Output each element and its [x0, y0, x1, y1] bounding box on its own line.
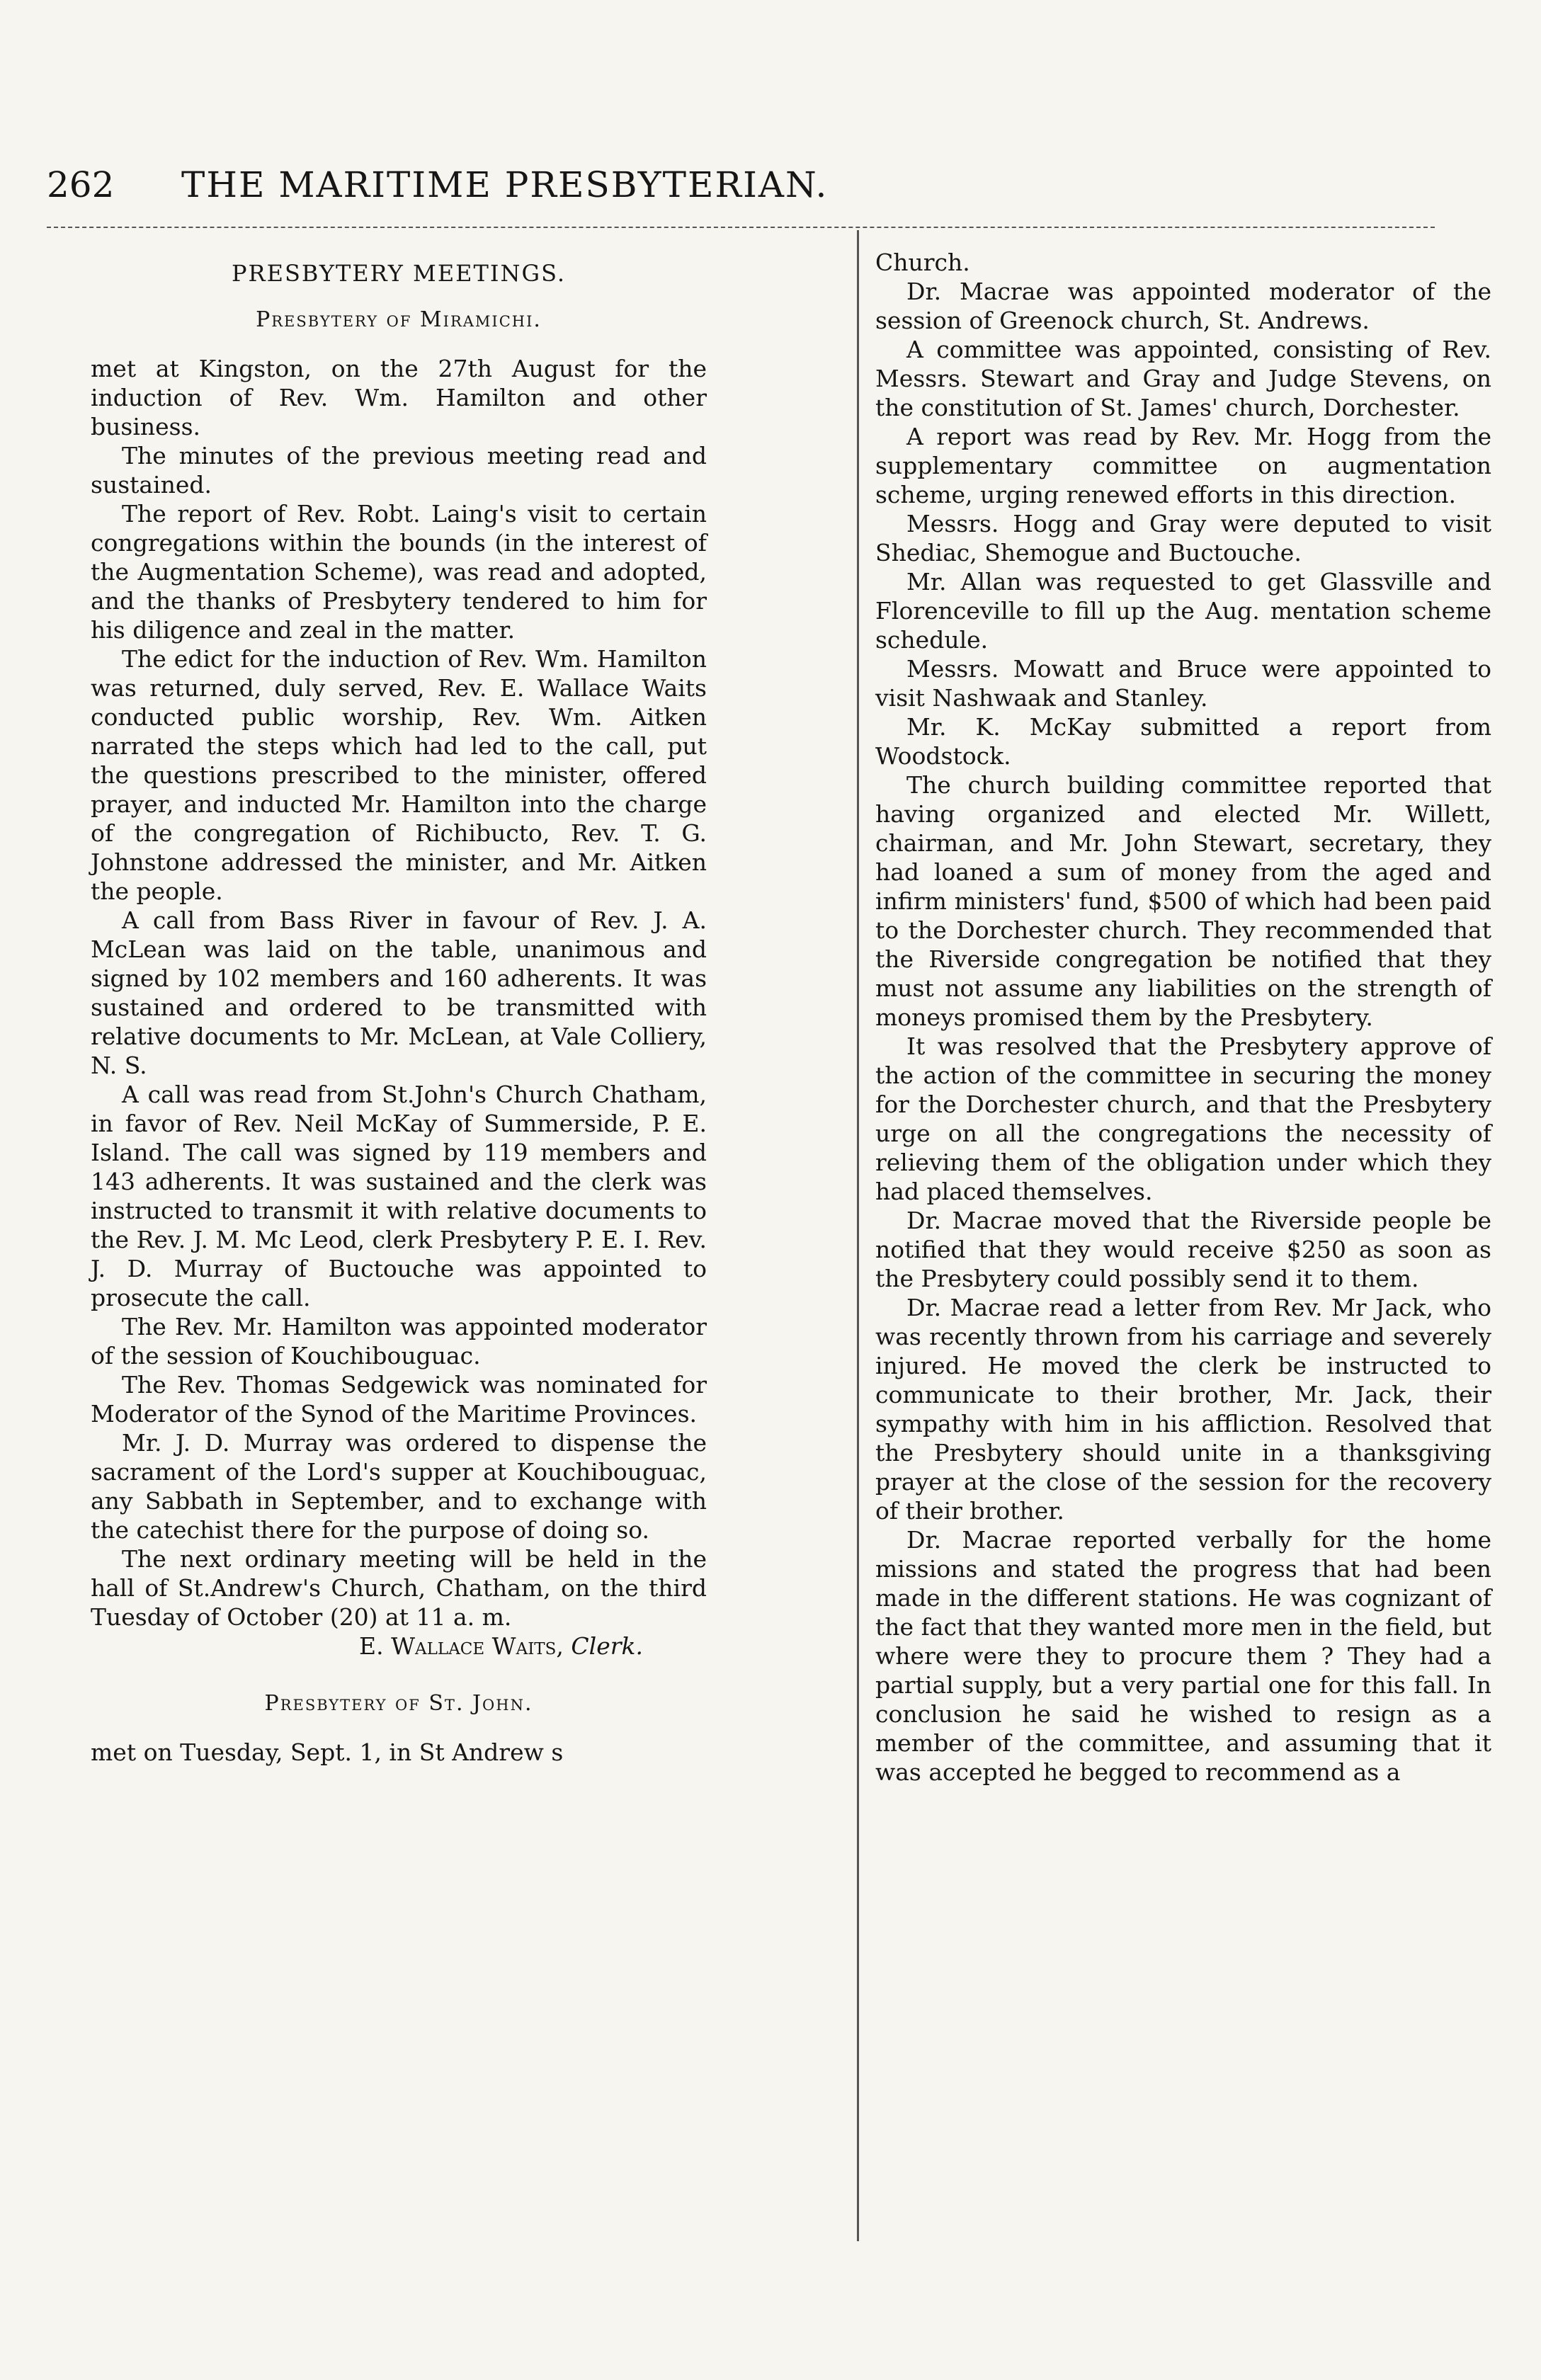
section-heading: PRESBYTERY MEETINGS.: [231, 260, 567, 287]
paragraph: met at Kingston, on the 27th August for the induction of Rev. Wm. Hamilton and other business.: [91, 355, 707, 440]
paragraph: The Rev. Mr. Hamilton was appointed moderator of the session of Kouchibouguac.: [91, 1313, 707, 1370]
left-column: [91, 248, 707, 1767]
header-rule: [47, 227, 1435, 228]
sub-heading-miramichi: Presbytery of Miramichi.: [256, 307, 542, 332]
paragraph: The Rev. Thomas Sedgewick was nominated for Moderator of the Synod of the Maritime Provinces.: [91, 1371, 707, 1428]
paragraph: Dr. Macrae moved that the Riverside people be notified that they would receive $250 as soon as the Presbytery could possibly send it to them.: [875, 1207, 1491, 1292]
paragraph: Dr. Macrae read a letter from Rev. Mr Jack, who was recently thrown from his carriage and severely injured. He moved the clerk be instructed to communicate to their brother, Mr. Jack, their sympathy with him in his affliction. Resolved that the Presbytery should unite in a thanksgiving prayer at the close of the session for the recovery of their brother.: [875, 1294, 1491, 1525]
paragraph: The church building committee reported that having organized and elected Mr. Willett, chairman, and Mr. John Stewart, secretary, they had loaned a sum of money from the aged and infirm ministers' fund, $500 of which had been paid to the Dorchester church. They recommended that the Riverside congregation be notified that they must not assume any liabilities on the strength of moneys promised them by the Presbytery.: [875, 771, 1491, 1031]
paragraph: A call was read from St.John's Church Chatham, in favor of Rev. Neil McKay of Summerside, P. E. Island. The call was signed by 119 members and 143 adherents. It was sustained and the clerk was instructed to transmit it with relative documents to the Rev. J. M. Mc Leod, clerk Presbytery P. E. I. Rev. J. D. Murray of Buctouche was appointed to prosecute the call.: [91, 1081, 707, 1311]
signature-role: Clerk.: [571, 1632, 643, 1660]
paragraph: Dr. Macrae was appointed moderator of the session of Greenock church, St. Andrews.: [875, 278, 1491, 334]
column-divider: [857, 230, 859, 2241]
paragraph: Mr. Allan was requested to get Glassville and Florenceville to fill up the Aug. mentation scheme schedule.: [875, 568, 1491, 654]
paragraph: Messrs. Mowatt and Bruce were appointed to visit Nashwaak and Stanley.: [875, 655, 1491, 712]
clerk-signature: [91, 1632, 643, 1661]
paragraph: Dr. Macrae reported verbally for the home missions and stated the progress that had been made in the different stations. He was cognizant of the fact that they wanted more men in the field, but where were they to procure them ? They had a partial supply, but a very partial one for this fall. In conclusion he said he wished to resign as a member of the committee, and assuming that it was accepted he begged to recommend as a: [875, 1526, 1491, 1786]
paragraph: Mr. K. McKay submitted a report from Woodstock.: [875, 713, 1491, 770]
paragraph: A committee was appointed, consisting of Rev. Messrs. Stewart and Gray and Judge Stevens, on the constitution of St. James' church, Dorchester.: [875, 336, 1491, 421]
paragraph: A call from Bass River in favour of Rev. J. A. McLean was laid on the table, unanimous and signed by 102 members and 160 adherents. It was sustained and ordered to be transmitted with relative documents to Mr. McLean, at Vale Colliery, N. S.: [91, 906, 707, 1079]
paragraph: A report was read by Rev. Mr. Hogg from the supplementary committee on augmentation scheme, urging renewed efforts in this direction.: [875, 423, 1491, 508]
paragraph: Messrs. Hogg and Gray were deputed to visit Shediac, Shemogue and Buctouche.: [875, 510, 1491, 566]
paragraph: It was resolved that the Presbytery approve of the action of the committee in securing the money for the Dorchester church, and that the Presbytery urge on all the congregations the necessity of relieving them of the obligation under which they had placed themselves.: [875, 1032, 1491, 1205]
paragraph: Mr. J. D. Murray was ordered to dispense the sacrament of the Lord's supper at Kouchibouguac, any Sabbath in September, and to exchange with the catechist there for the purpose of doing so.: [91, 1429, 707, 1544]
paragraph: met on Tuesday, Sept. 1, in St Andrew s: [91, 1738, 564, 1766]
paragraph: The minutes of the previous meeting read and sustained.: [91, 442, 707, 499]
signature-name: E. Wallace Waits,: [359, 1632, 564, 1660]
paragraph: The next ordinary meeting will be held in the hall of St.Andrew's Church, Chatham, on the third Tuesday of October (20) at 11 a. m.: [91, 1545, 707, 1631]
page-number: 262: [47, 164, 115, 205]
publication-title: THE MARITIME PRESBYTERIAN.: [181, 164, 829, 205]
right-column: [875, 248, 1491, 1787]
paragraph: Church.: [875, 249, 970, 276]
sub-heading-st-john: Presbytery of St. John.: [264, 1691, 533, 1716]
paragraph: The report of Rev. Robt. Laing's visit to certain congregations within the bounds (in the interest of the Augmentation Scheme), was read and adopted, and the thanks of Presbytery tendered to him for his diligence and zeal in the matter.: [91, 500, 707, 644]
paragraph: The edict for the induction of Rev. Wm. Hamilton was returned, duly served, Rev. E. Wallace Waits conducted public worship, Rev. Wm. Aitken narrated the steps which had led to the call, put the questions prescribed to the minister, offered prayer, and inducted Mr. Hamilton into the charge of the congregation of Richibucto, Rev. T. G. Johnstone addressed the minister, and Mr. Aitken the people.: [91, 645, 707, 905]
page-header: [47, 157, 1194, 221]
